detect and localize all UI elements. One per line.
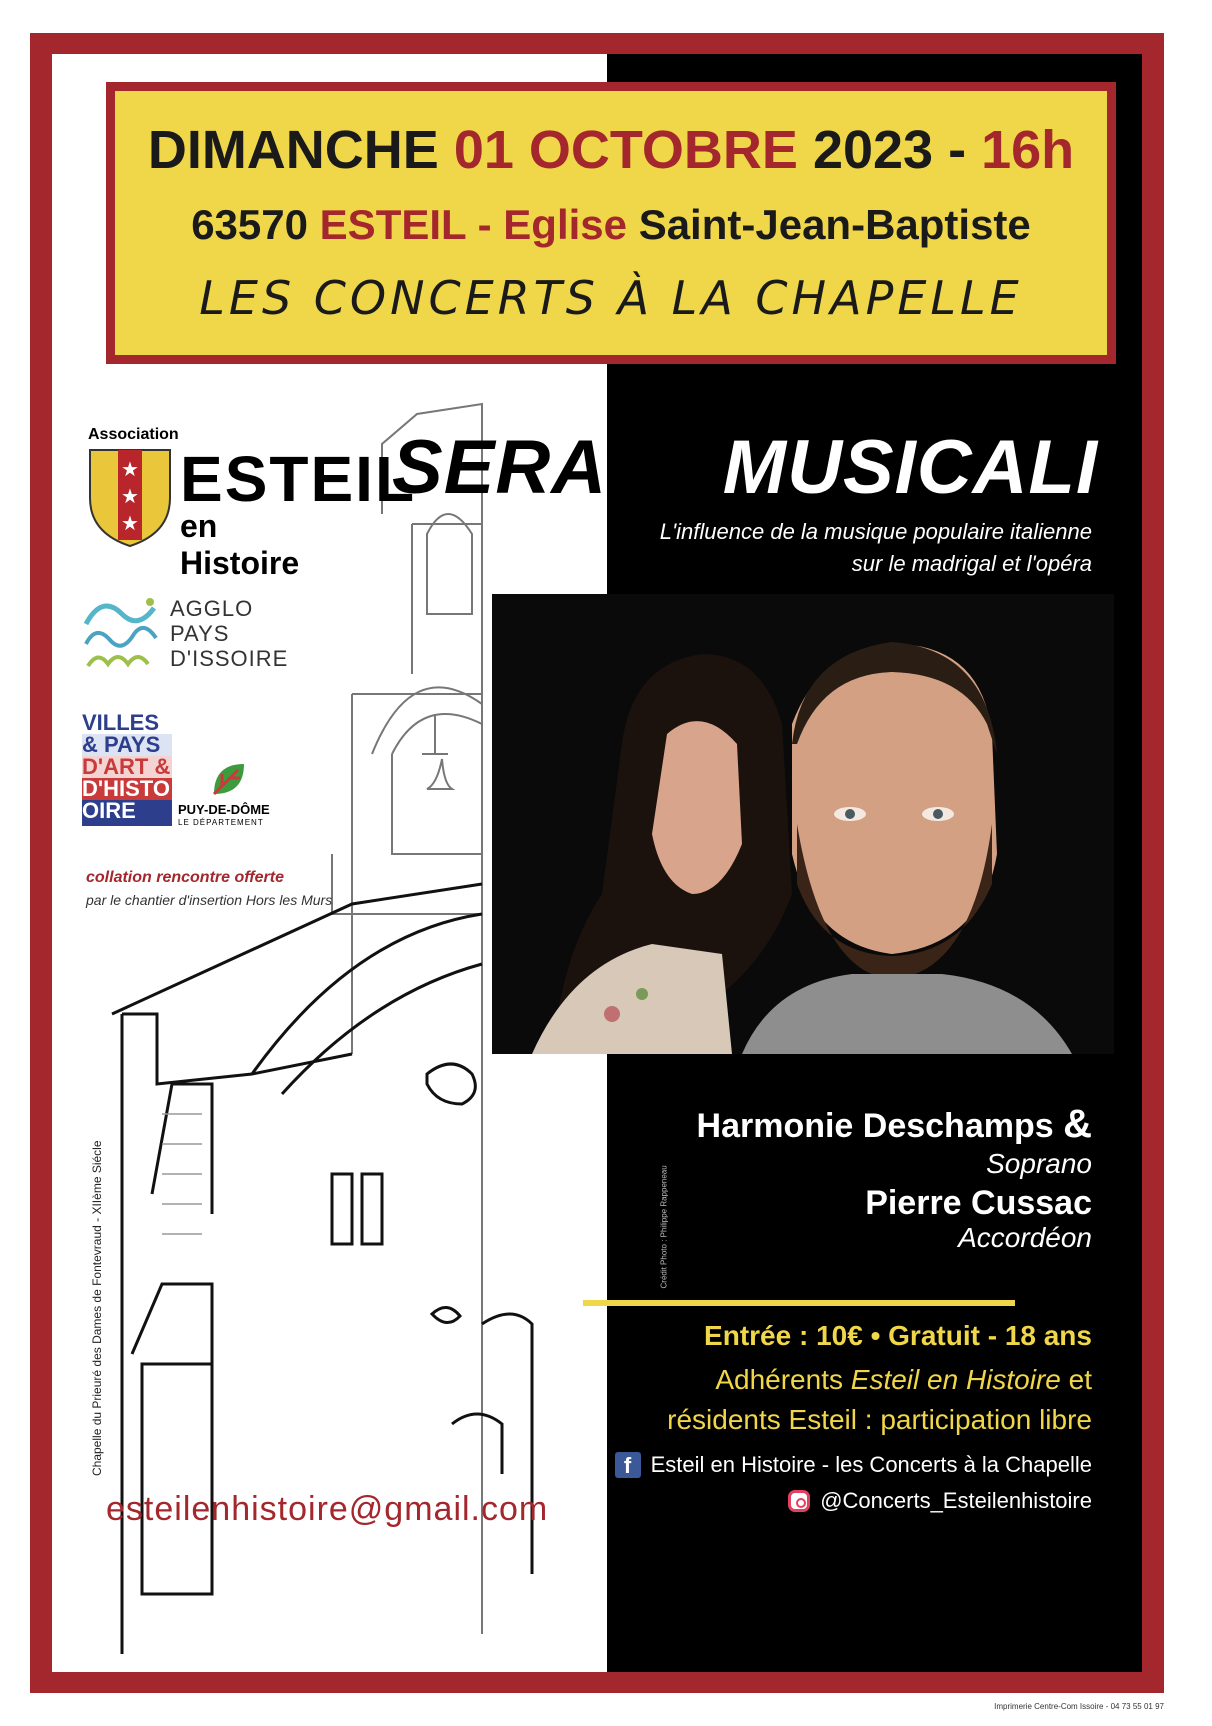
- instagram-label: @Concerts_Esteilenhistoire: [820, 1488, 1092, 1513]
- members-line: [715, 1364, 1092, 1396]
- agglo-line: PAYS: [170, 621, 230, 646]
- chapel-caption: Chapelle du Prieuré des Dames de Fontevraud - XIIème Siécle: [90, 1140, 104, 1476]
- venue-name: Saint-Jean-Baptiste: [638, 201, 1031, 248]
- members-suffix: et: [1068, 1364, 1092, 1395]
- entry-price: Entrée : 10€ • Gratuit - 18 ans: [704, 1320, 1092, 1351]
- collation-detail: par le chantier d'insertion Hors les Murs: [86, 892, 333, 908]
- shield-icon: [88, 448, 172, 548]
- dash: -: [948, 120, 967, 180]
- facebook-icon: f: [615, 1452, 641, 1478]
- pdd-subtitle: LE DÉPARTEMENT: [178, 818, 264, 827]
- divider: [583, 1300, 1015, 1306]
- svg-text:★: ★: [121, 486, 139, 508]
- poster-body: [52, 54, 1142, 1672]
- villes-line: D'HISTO: [82, 776, 170, 801]
- facebook-label: Esteil en Histoire - les Concerts à la Chapelle: [650, 1452, 1092, 1477]
- subtitle-line: sur le madrigal et l'opéra: [851, 551, 1092, 576]
- collation-title: collation rencontre offerte: [86, 869, 284, 886]
- artist1-name: Harmonie Deschamps: [696, 1107, 1054, 1145]
- agglo-logo: [82, 594, 322, 674]
- artist2-role: Accordéon: [958, 1222, 1092, 1253]
- svg-text:★: ★: [121, 459, 139, 481]
- event-location-line: [115, 201, 1107, 249]
- title-part1: SERATE: [392, 425, 701, 510]
- dash: -: [477, 201, 492, 248]
- concert-title: [392, 424, 1098, 511]
- title-part2: MUSICALI: [722, 425, 1099, 510]
- agglo-line: D'ISSOIRE: [170, 646, 289, 671]
- esteil-logo: [84, 424, 417, 581]
- subtitle-line: L'influence de la musique populaire italienne: [659, 519, 1092, 544]
- agglo-text: [170, 596, 288, 671]
- members-org: Esteil en Histoire: [850, 1364, 1061, 1395]
- facebook-row[interactable]: [615, 1452, 1092, 1478]
- instagram-icon: [788, 1490, 810, 1512]
- villes-text: [82, 712, 170, 822]
- waves-icon: [82, 594, 162, 672]
- esteil-name: ESTEIL: [180, 443, 417, 515]
- venue-word: Eglise: [503, 201, 628, 248]
- puy-de-dome-logo: [178, 760, 288, 830]
- villes-line: & PAYS: [82, 732, 161, 757]
- performers-photo: [492, 594, 1114, 1054]
- esteil-assoc-label: Association: [88, 426, 179, 443]
- artist2-name: Pierre Cussac: [865, 1184, 1092, 1222]
- artist1-role: Soprano: [986, 1148, 1092, 1179]
- postcode: 63570: [191, 201, 308, 248]
- contact-email[interactable]: esteilenhistoire@gmail.com: [106, 1490, 549, 1528]
- pdd-name: PUY-DE-DÔME: [178, 802, 270, 817]
- villes-line: D'ART &: [82, 754, 171, 779]
- year: 2023: [812, 120, 934, 180]
- villes-pays-art-logo: [82, 712, 172, 826]
- artist1-line: [697, 1102, 1092, 1147]
- date: 01 OCTOBRE: [453, 120, 798, 180]
- concert-subtitle: [660, 516, 1092, 580]
- residents-line: résidents Esteil : participation libre: [667, 1404, 1092, 1435]
- agglo-line: AGGLO: [170, 596, 254, 621]
- town: ESTEIL: [319, 201, 466, 248]
- time: 16h: [981, 120, 1075, 180]
- svg-text:★: ★: [121, 513, 139, 535]
- instagram-row[interactable]: [788, 1488, 1092, 1514]
- villes-line: OIRE: [82, 798, 136, 823]
- esteil-subname: en Histoire: [180, 508, 300, 581]
- printer-credit: Imprimerie Centre-Com Issoire - 04 73 55 01 97: [994, 1702, 1164, 1711]
- event-header: [106, 82, 1116, 364]
- villes-line: VILLES: [82, 710, 160, 735]
- photo-credit: Crédit Photo : Philippe Rappeneau: [659, 1165, 669, 1289]
- leaf-icon: [210, 760, 248, 798]
- members-prefix: Adhérents: [715, 1364, 843, 1395]
- ampersand: &: [1063, 1102, 1092, 1146]
- day: DIMANCHE: [147, 120, 439, 180]
- performers-illustration: [492, 594, 1114, 1054]
- event-date-line: [115, 119, 1107, 181]
- series-name: LES CONCERTS À LA CHAPELLE: [199, 271, 1023, 325]
